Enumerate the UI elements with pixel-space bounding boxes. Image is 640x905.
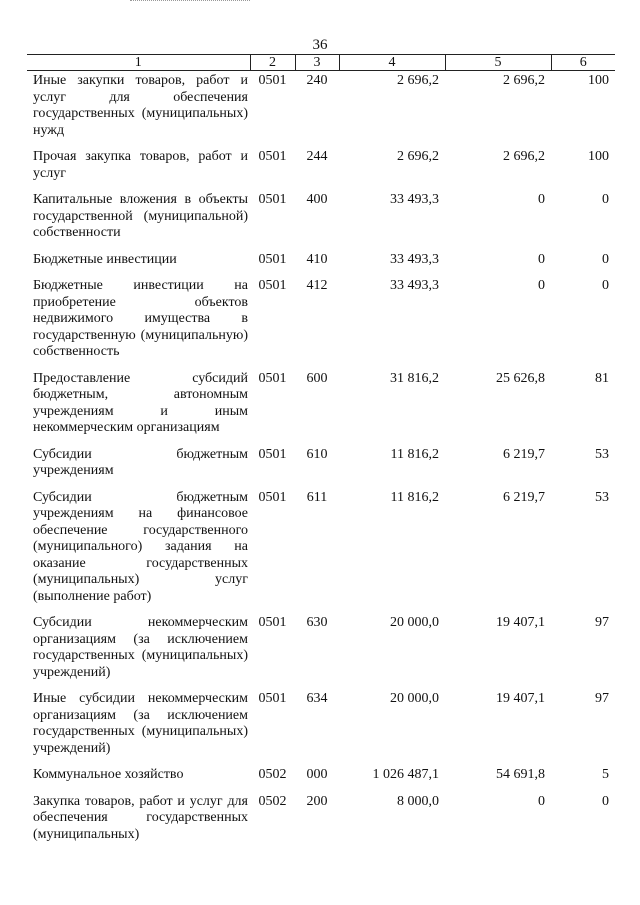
row-percent: 97 (595, 615, 609, 630)
row-plan-amount: 2 696,2 (397, 73, 439, 88)
row-type-code: 244 (306, 149, 328, 164)
row-section-code: 0501 (258, 251, 287, 267)
row-actual-amount: 2 696,2 (503, 149, 545, 164)
row-plan-amount: 33 493,3 (390, 192, 439, 207)
row-type-code: 400 (306, 192, 328, 207)
row-actual-amount: 6 219,7 (503, 446, 545, 462)
row-actual-amount: 0 (538, 793, 545, 809)
table-row (27, 71, 615, 150)
table-row (27, 615, 615, 691)
row-percent: 0 (602, 278, 609, 293)
row-section-code: 0501 (258, 73, 287, 88)
row-plan-amount: 31 816,2 (390, 370, 439, 386)
row-actual-amount: 54 691,8 (496, 767, 545, 782)
column-header: 1 (27, 55, 250, 71)
row-name: Субсидии бюджетным учреждениям на финансовое обеспечение государственного (муниципального) задания на оказание государственных (муниципальных) услуг (выполнение работ) (33, 489, 248, 604)
table-row (27, 149, 615, 192)
table-row (27, 371, 615, 447)
row-percent: 0 (602, 251, 609, 267)
row-type-code: 634 (306, 691, 328, 706)
row-name: Предоставление субсидий бюджетным, автономным учреждениям и иным некоммерческим организациям (33, 370, 248, 435)
row-plan-amount: 33 493,3 (390, 251, 439, 267)
column-header: 2 (250, 55, 295, 71)
table-row (27, 691, 615, 767)
row-name: Закупка товаров, работ и услуг для обеспечения государственных (муниципальных) (33, 793, 248, 842)
row-section-code: 0502 (258, 767, 287, 782)
row-section-code: 0501 (258, 489, 287, 505)
row-name: Субсидии бюджетным учреждениям (33, 446, 248, 478)
row-percent: 53 (595, 489, 609, 505)
row-type-code: 240 (306, 73, 328, 88)
row-section-code: 0501 (258, 370, 287, 386)
table-row (27, 447, 615, 490)
row-name: Субсидии некоммерческим организациям (за исключением государственных (муниципальных) учреждений) (33, 615, 248, 680)
row-name: Прочая закупка товаров, работ и услуг (33, 149, 248, 181)
row-actual-amount: 0 (538, 251, 545, 267)
table-row (27, 794, 615, 854)
table-row (27, 252, 615, 279)
column-header: 4 (339, 55, 445, 71)
row-type-code: 630 (306, 615, 328, 630)
row-actual-amount: 19 407,1 (496, 615, 545, 630)
row-type-code: 611 (306, 489, 328, 505)
column-header: 6 (551, 55, 615, 71)
row-section-code: 0501 (258, 615, 287, 630)
row-plan-amount: 2 696,2 (397, 149, 439, 164)
row-actual-amount: 19 407,1 (496, 691, 545, 706)
scan-artifact (130, 0, 250, 4)
budget-table (27, 54, 615, 853)
row-plan-amount: 1 026 487,1 (372, 767, 439, 782)
table-body (27, 71, 615, 854)
row-name: Коммунальное хозяйство (33, 767, 184, 782)
row-section-code: 0501 (258, 278, 287, 293)
row-name: Бюджетные инвестиции на приобретение объектов недвижимого имущества в государственную (муниципальную) собственность (33, 278, 248, 359)
row-name: Капитальные вложения в объекты государственной (муниципальной) собственности (33, 192, 248, 240)
row-percent: 0 (602, 793, 609, 809)
row-plan-amount: 33 493,3 (390, 278, 439, 293)
table-row (27, 767, 615, 794)
page-number: 36 (312, 37, 328, 53)
row-percent: 81 (595, 370, 609, 386)
row-percent: 5 (602, 767, 609, 782)
row-plan-amount: 8 000,0 (397, 793, 439, 809)
row-actual-amount: 0 (538, 192, 545, 207)
row-section-code: 0501 (258, 446, 287, 462)
row-section-code: 0502 (258, 793, 287, 809)
row-type-code: 000 (306, 767, 328, 782)
row-percent: 100 (588, 149, 609, 164)
row-plan-amount: 11 816,2 (390, 489, 439, 505)
table-row (27, 490, 615, 616)
row-percent: 53 (595, 446, 609, 462)
table-row (27, 278, 615, 371)
column-header: 5 (445, 55, 551, 71)
row-type-code: 200 (306, 793, 328, 809)
row-plan-amount: 11 816,2 (390, 446, 439, 462)
row-plan-amount: 20 000,0 (390, 615, 439, 630)
row-section-code: 0501 (258, 691, 287, 706)
row-actual-amount: 25 626,8 (496, 370, 545, 386)
row-type-code: 410 (306, 251, 328, 267)
row-plan-amount: 20 000,0 (390, 691, 439, 706)
row-name: Иные субсидии некоммерческим организациям (за исключением государственных (муниципальных) учреждений) (33, 691, 248, 756)
column-header: 3 (295, 55, 339, 71)
row-name: Бюджетные инвестиции (33, 251, 177, 267)
row-actual-amount: 0 (538, 278, 545, 293)
row-actual-amount: 6 219,7 (503, 489, 545, 505)
row-type-code: 610 (306, 446, 328, 462)
row-percent: 0 (602, 192, 609, 207)
row-type-code: 600 (306, 370, 328, 386)
row-percent: 97 (595, 691, 609, 706)
row-percent: 100 (588, 73, 609, 88)
row-name: Иные закупки товаров, работ и услуг для обеспечения государственных (муниципальных) нужд (33, 73, 248, 138)
table-header (27, 55, 615, 71)
row-type-code: 412 (306, 278, 328, 293)
row-actual-amount: 2 696,2 (503, 73, 545, 88)
table-row (27, 192, 615, 252)
row-section-code: 0501 (258, 149, 287, 164)
row-section-code: 0501 (258, 192, 287, 207)
